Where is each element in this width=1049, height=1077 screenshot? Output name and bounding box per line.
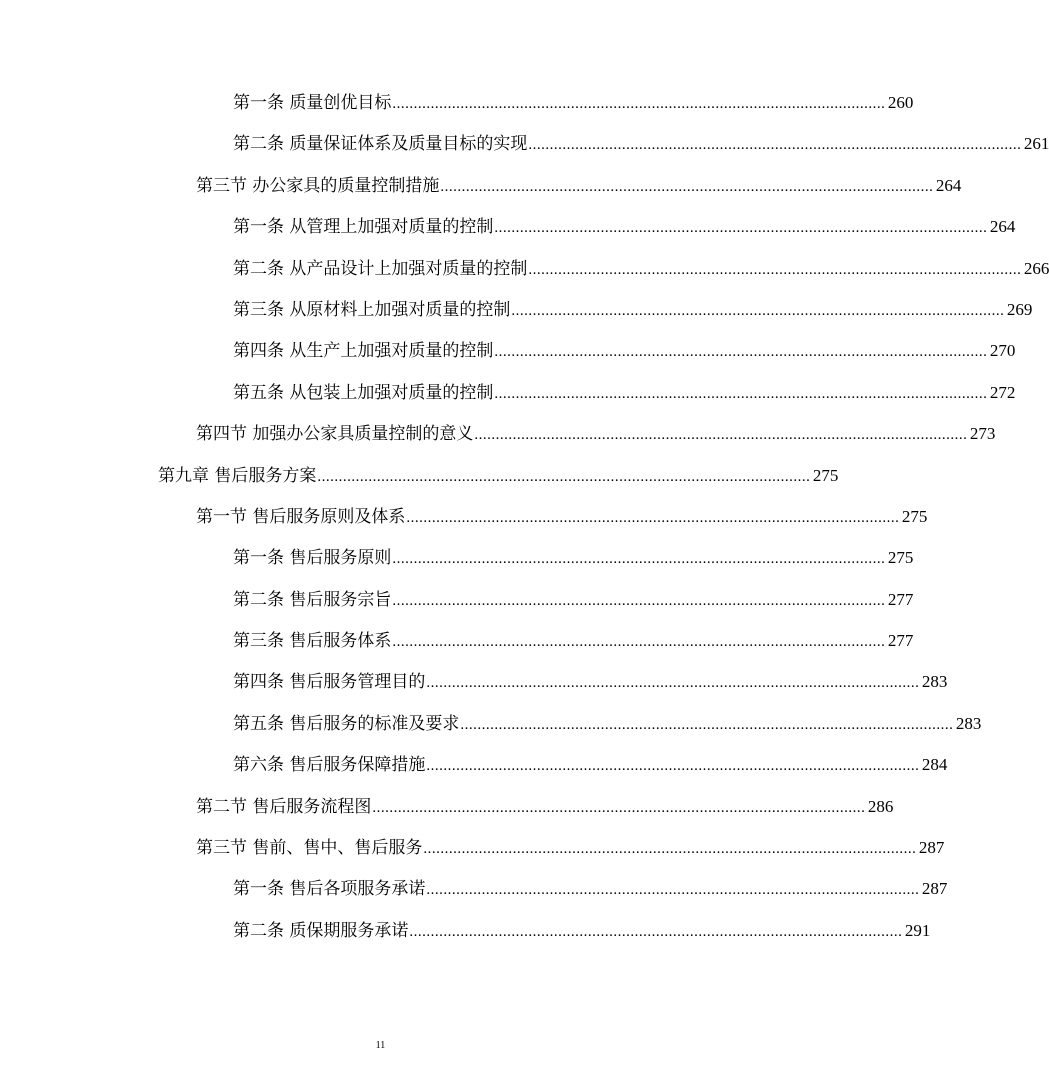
toc-entry-title: 第五条 售后服务的标准及要求	[233, 713, 460, 734]
toc-leader-dots: ....................................................................................................................	[392, 96, 886, 112]
toc-leader-dots: ....................................................................................................................	[426, 758, 920, 775]
toc-entry-title: 第一条 售后服务原则	[233, 548, 392, 569]
toc-entry-page: 277	[887, 631, 914, 651]
toc-leader-dots: ....................................................................................................................	[392, 551, 886, 568]
toc-leader-dots: ....................................................................................................................	[372, 799, 866, 816]
toc-entry-page: 270	[989, 341, 1016, 361]
toc-entry-page: 273	[969, 424, 996, 444]
toc-entry[interactable]	[0, 709, 982, 750]
toc-entry[interactable]	[0, 750, 948, 791]
toc-entry-title: 第三条 从原材料上加强对质量的控制	[233, 299, 511, 320]
toc-leader-dots: ....................................................................................................................	[511, 302, 1005, 319]
toc-entry-title: 第三节 办公家具的质量控制措施	[196, 175, 440, 196]
toc-entry[interactable]	[0, 419, 996, 460]
toc-entry-page: 264	[989, 217, 1016, 237]
toc-entry-page: 264	[935, 175, 962, 195]
toc-leader-dots: ....................................................................................................................	[392, 592, 886, 609]
toc-leader-dots: ....................................................................................................................	[426, 882, 920, 899]
toc-entry[interactable]	[0, 792, 894, 833]
toc-leader-dots: ....................................................................................................................	[406, 509, 900, 526]
toc-leader-dots: ....................................................................................................................	[392, 634, 886, 651]
toc-entry-title: 第三节 售前、售中、售后服务	[196, 838, 423, 859]
toc-leader-dots: ....................................................................................................................	[494, 385, 988, 402]
toc-entry[interactable]	[0, 626, 914, 667]
toc-entry-page: 284	[921, 755, 948, 775]
toc-entry-page: 287	[921, 879, 948, 899]
toc-entry[interactable]	[0, 667, 948, 708]
toc-entry[interactable]	[0, 295, 1033, 336]
toc-entry-page: 269	[1006, 299, 1033, 319]
toc-entry-title: 第四节 加强办公家具质量控制的意义	[196, 424, 474, 445]
toc-entry-page: 283	[955, 713, 982, 733]
toc-entry-page: 277	[887, 589, 914, 609]
toc-entry[interactable]	[0, 833, 945, 874]
toc-leader-dots: ....................................................................................................................	[409, 923, 903, 940]
toc-entry-page: 275	[901, 506, 928, 526]
toc-entry[interactable]	[0, 916, 931, 957]
toc-entry-title: 第一条 质量创优目标	[233, 93, 392, 113]
toc-entry[interactable]	[0, 461, 839, 502]
toc-entry[interactable]	[0, 502, 928, 543]
toc-entry[interactable]	[0, 254, 1049, 295]
toc-entry-page: 261	[1023, 134, 1049, 154]
toc-entry-page: 272	[989, 382, 1016, 402]
toc-entry[interactable]	[0, 171, 962, 212]
toc-entry-page: 275	[812, 465, 839, 485]
toc-entry-page: 275	[887, 548, 914, 568]
toc-entry-page: 283	[921, 672, 948, 692]
toc-entry-title: 第一条 售后各项服务承诺	[233, 879, 426, 900]
toc-leader-dots: ....................................................................................................................	[440, 178, 934, 195]
toc-entry[interactable]	[0, 88, 914, 129]
toc-leader-dots: ....................................................................................................................	[423, 841, 917, 858]
toc-entry-page: 260	[887, 93, 914, 112]
toc-entry[interactable]	[0, 129, 1049, 170]
page-number: 11	[375, 1040, 386, 1051]
toc-entry[interactable]	[0, 212, 1016, 253]
toc-entry-title: 第二条 从产品设计上加强对质量的控制	[233, 258, 528, 279]
toc-leader-dots: ....................................................................................................................	[474, 427, 968, 444]
toc-leader-dots: ....................................................................................................................	[494, 220, 988, 237]
toc-entry-title: 第四条 售后服务管理目的	[233, 672, 426, 693]
table-of-contents	[0, 88, 1049, 957]
toc-entry-page: 287	[918, 838, 945, 858]
toc-entry-title: 第五条 从包装上加强对质量的控制	[233, 382, 494, 403]
toc-entry-page: 286	[867, 796, 894, 816]
toc-entry[interactable]	[0, 378, 1016, 419]
toc-leader-dots: ....................................................................................................................	[460, 716, 954, 733]
toc-leader-dots: ....................................................................................................................	[426, 675, 920, 692]
toc-entry-page: 266	[1023, 258, 1049, 278]
toc-entry-title: 第二节 售后服务流程图	[196, 796, 372, 817]
toc-entry-page: 291	[904, 920, 931, 940]
toc-entry-title: 第二条 售后服务宗旨	[233, 589, 392, 610]
toc-entry[interactable]	[0, 543, 914, 584]
toc-entry-title: 第一条 从管理上加强对质量的控制	[233, 217, 494, 238]
toc-entry-title: 第四条 从生产上加强对质量的控制	[233, 341, 494, 362]
toc-entry-title: 第九章 售后服务方案	[158, 465, 317, 486]
toc-leader-dots: ....................................................................................................................	[317, 468, 811, 485]
toc-leader-dots: ....................................................................................................................	[528, 261, 1022, 278]
toc-entry-title: 第六条 售后服务保障措施	[233, 755, 426, 776]
toc-entry[interactable]	[0, 336, 1016, 377]
toc-entry-title: 第二条 质量保证体系及质量目标的实现	[233, 134, 528, 155]
toc-leader-dots: ....................................................................................................................	[494, 344, 988, 361]
toc-entry-title: 第一节 售后服务原则及体系	[196, 506, 406, 527]
toc-entry[interactable]	[0, 874, 948, 915]
toc-entry[interactable]	[0, 585, 914, 626]
toc-entry-title: 第二条 质保期服务承诺	[233, 920, 409, 941]
toc-leader-dots: ....................................................................................................................	[528, 137, 1022, 154]
toc-entry-title: 第三条 售后服务体系	[233, 631, 392, 652]
